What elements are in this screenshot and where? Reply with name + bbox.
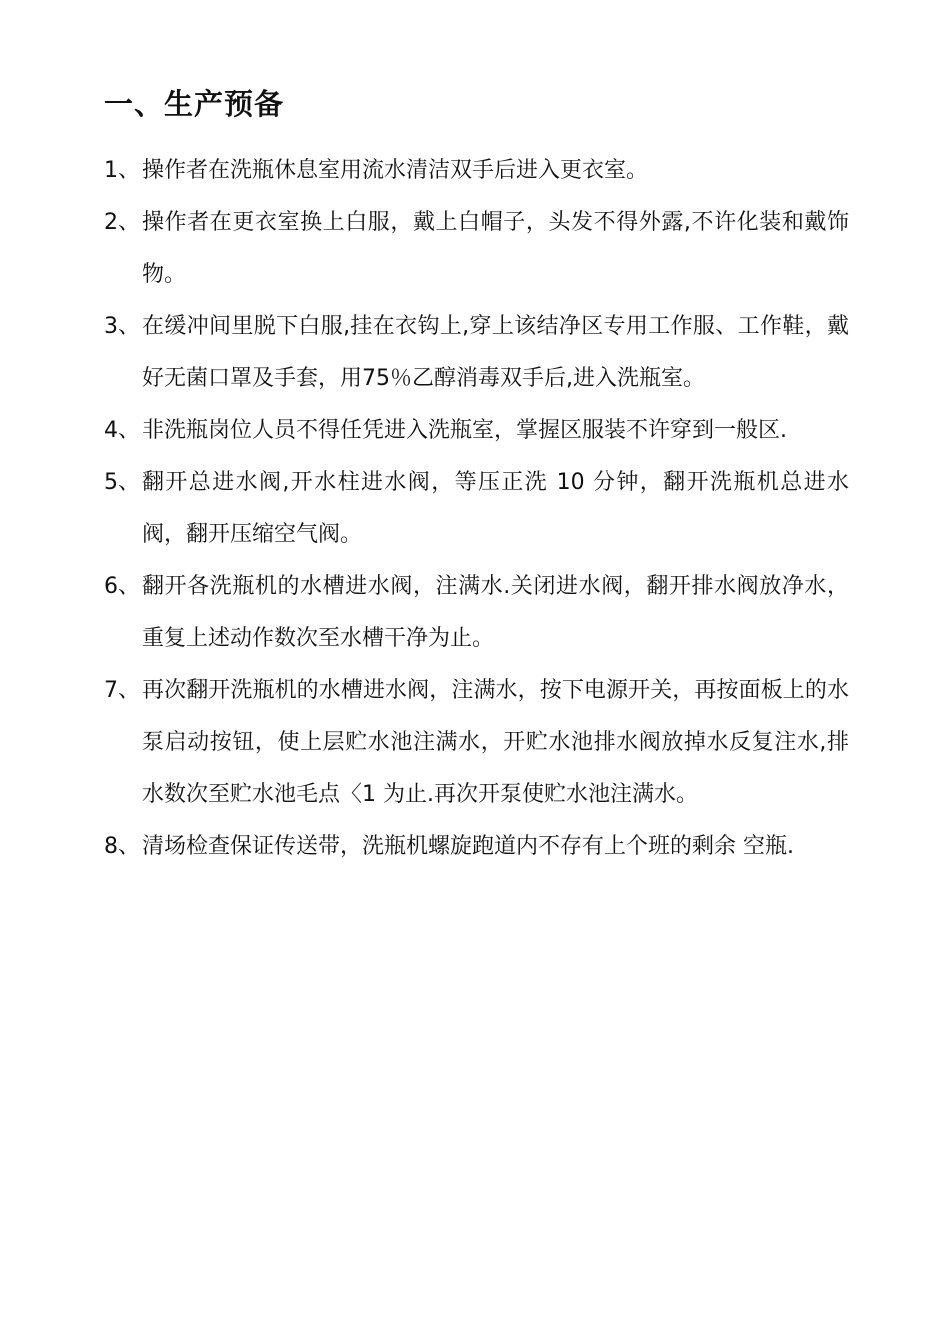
section-heading: 一、生产预备	[104, 87, 285, 121]
item-number: 5、	[104, 470, 140, 495]
item-number: 3、	[104, 314, 140, 339]
item-number: 1、	[104, 158, 140, 183]
list-item	[104, 301, 849, 405]
item-text: 非洗瓶岗位人员不得任凭进入洗瓶室，掌握区服装不许穿到一般区.	[142, 418, 787, 443]
list-item	[104, 197, 849, 301]
list-item	[104, 665, 849, 821]
item-text: 操作者在更衣室换上白服，戴上白帽子，头发不得外露,不许化装和戴饰物。	[142, 210, 849, 287]
item-number: 6、	[104, 574, 140, 599]
item-number: 4、	[104, 418, 140, 443]
item-number: 8、	[104, 834, 140, 859]
item-text: 再次翻开洗瓶机的水槽进水阀，注满水，按下电源开关，再按面板上的水泵启动按钮，使上层贮水池注满水，开贮水池排水阀放掉水反复注水,排水数次至贮水池毛点〈1 为止.再次开泵使贮水池注满水。	[142, 678, 849, 807]
list-item	[104, 561, 849, 665]
item-text: 翻开总进水阀,开水柱进水阀，等压正洗 10 分钟，翻开洗瓶机总进水阀，翻开压缩空气阀。	[142, 470, 849, 547]
list-item	[104, 821, 849, 873]
list-item	[104, 405, 849, 457]
list-item	[104, 145, 849, 197]
item-text: 翻开各洗瓶机的水槽进水阀，注满水.关闭进水阀，翻开排水阀放净水，重复上述动作数次至水槽干净为止。	[142, 574, 849, 651]
item-text: 在缓冲间里脱下白服,挂在衣钩上,穿上该结净区专用工作服、工作鞋，戴好无菌口罩及手套，用75％乙醇消毒双手后,进入洗瓶室。	[142, 314, 849, 391]
item-text: 清场检查保证传送带，洗瓶机螺旋跑道内不存有上个班的剩余 空瓶.	[142, 834, 794, 859]
item-number: 2、	[104, 210, 140, 235]
item-text: 操作者在洗瓶休息室用流水清洁双手后进入更衣室。	[142, 158, 649, 183]
procedure-list	[104, 145, 849, 873]
list-item	[104, 457, 849, 561]
item-number: 7、	[104, 678, 140, 703]
